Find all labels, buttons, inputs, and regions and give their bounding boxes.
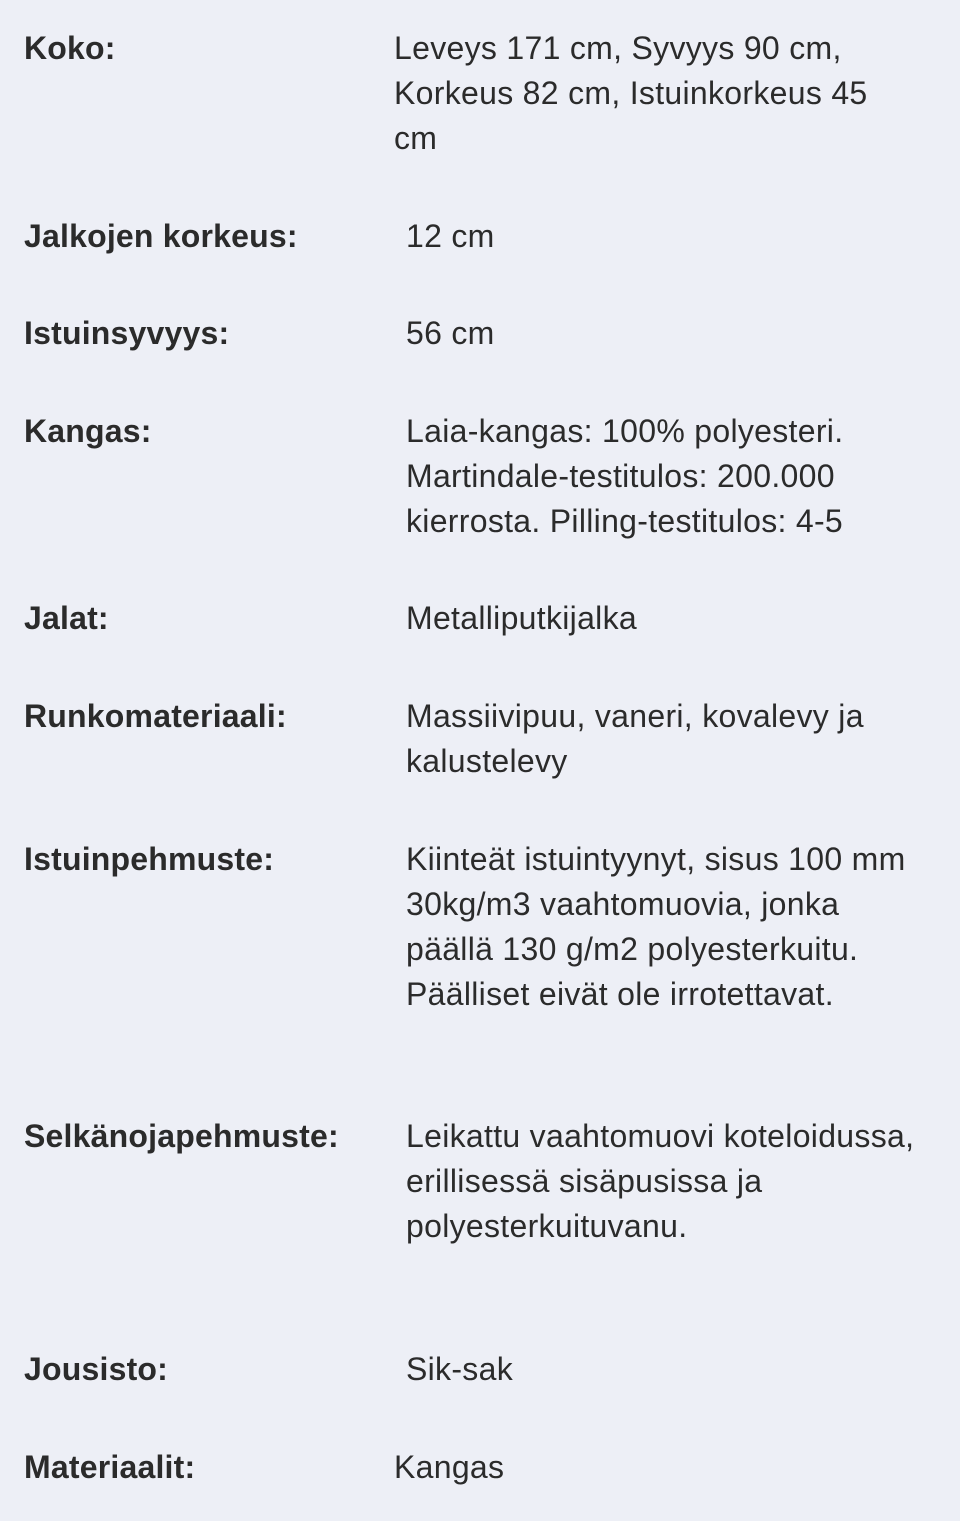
spec-value: Metalliputkijalka: [406, 600, 637, 636]
spec-label: Istuinsyvyys:: [24, 315, 230, 351]
spec-label: Runkomateriaali:: [24, 698, 287, 734]
spec-value: Kangas: [394, 1449, 505, 1485]
spec-value: 12 cm: [406, 218, 495, 254]
spec-label: Jousisto:: [24, 1351, 169, 1387]
spec-value: Sik-sak: [406, 1351, 514, 1387]
spec-label: Jalkojen korkeus:: [24, 218, 298, 254]
spec-value: Massiivipuu, vaneri, kovalevy ja kalustelevy: [406, 698, 864, 779]
spec-label: Istuinpehmuste:: [24, 841, 275, 877]
spec-label: Jalat:: [24, 600, 109, 636]
spec-value: Leveys 171 cm, Syvyys 90 cm, Korkeus 82 cm, Istuinkorkeus 45 cm: [394, 30, 868, 156]
spec-label: Selkänojapehmuste:: [24, 1118, 339, 1154]
spec-label: Materiaalit:: [24, 1449, 196, 1485]
spec-value: Kiinteät istuintyynyt, sisus 100 mm 30kg/m3 vaahtomuovia, jonka päällä 130 g/m2 polyesterkuitu. Päälliset eivät ole irrotettavat.: [406, 841, 906, 1012]
spec-label: Kangas:: [24, 413, 152, 449]
spec-label: Koko:: [24, 30, 116, 66]
spec-value: Laia-kangas: 100% polyesteri. Martindale-testitulos: 200.000 kierrosta. Pilling-testitulos: 4-5: [406, 413, 844, 539]
spec-value: 56 cm: [406, 315, 495, 351]
spec-value: Leikattu vaahtomuovi koteloidussa, erillisessä sisäpusissa ja polyesterkuituvanu.: [406, 1118, 915, 1244]
